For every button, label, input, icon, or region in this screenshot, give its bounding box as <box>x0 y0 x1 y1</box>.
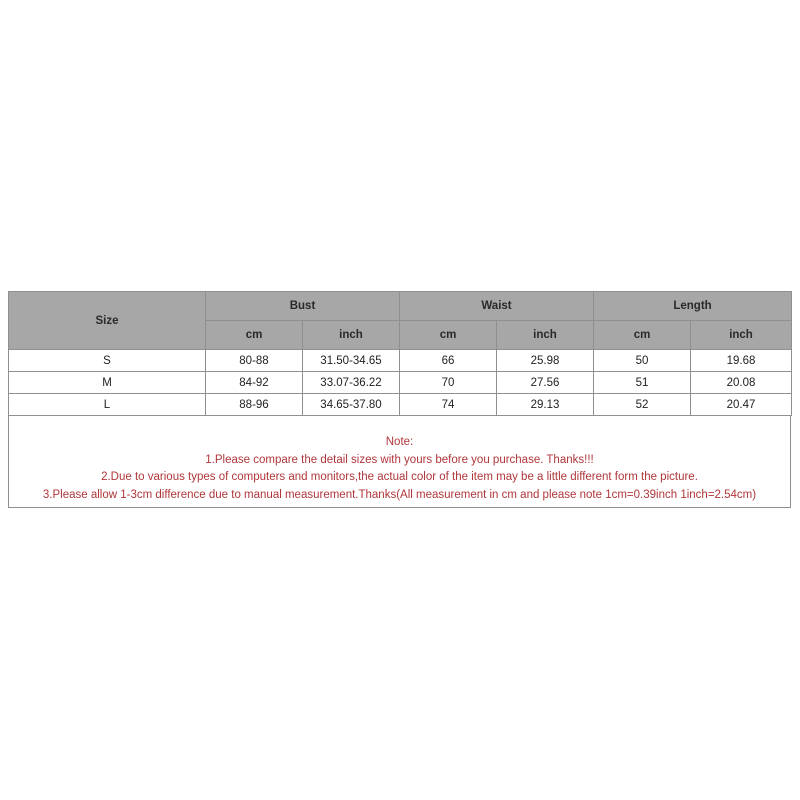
note-line-1: 1.Please compare the detail sizes with yours before you purchase. Thanks!!! <box>205 453 594 466</box>
table-header-row-groups <box>9 292 792 321</box>
header-length-inch: inch <box>691 321 792 350</box>
table-cell: 50 <box>594 350 691 372</box>
notes-box <box>8 416 791 508</box>
row-size: L <box>9 394 206 416</box>
table-cell: 88-96 <box>206 394 303 416</box>
table-cell: 51 <box>594 372 691 394</box>
header-bust-cm: cm <box>206 321 303 350</box>
header-waist-inch: inch <box>497 321 594 350</box>
note-line-2: 2.Due to various types of computers and monitors,the actual color of the item may be a little different form the picture. <box>101 471 698 483</box>
table-cell: 27.56 <box>497 372 594 394</box>
table-row <box>9 350 792 372</box>
table-cell: 52 <box>594 394 691 416</box>
header-length: Length <box>594 292 792 321</box>
table-cell: 20.47 <box>691 394 792 416</box>
table-row <box>9 394 792 416</box>
header-waist: Waist <box>400 292 594 321</box>
size-table <box>8 291 792 416</box>
table-cell: 34.65-37.80 <box>303 394 400 416</box>
table-cell: 20.08 <box>691 372 792 394</box>
table-cell: 74 <box>400 394 497 416</box>
table-cell: 84-92 <box>206 372 303 394</box>
table-cell: 31.50-34.65 <box>303 350 400 372</box>
header-length-cm: cm <box>594 321 691 350</box>
table-row <box>9 372 792 394</box>
table-cell: 70 <box>400 372 497 394</box>
table-cell: 29.13 <box>497 394 594 416</box>
table-cell: 19.68 <box>691 350 792 372</box>
table-cell: 66 <box>400 350 497 372</box>
table-cell: 33.07-36.22 <box>303 372 400 394</box>
header-bust-inch: inch <box>303 321 400 350</box>
table-cell: 25.98 <box>497 350 594 372</box>
header-waist-cm: cm <box>400 321 497 350</box>
table-cell: 80-88 <box>206 350 303 372</box>
size-chart <box>8 291 791 508</box>
row-size: M <box>9 372 206 394</box>
note-title: Note: <box>385 436 414 448</box>
header-size: Size <box>9 292 206 350</box>
row-size: S <box>9 350 206 372</box>
header-bust: Bust <box>206 292 400 321</box>
note-line-3: 3.Please allow 1-3cm difference due to manual measurement.Thanks(All measurement in cm and please note 1cm=0.39inch 1inch=2.54cm) <box>42 488 757 501</box>
